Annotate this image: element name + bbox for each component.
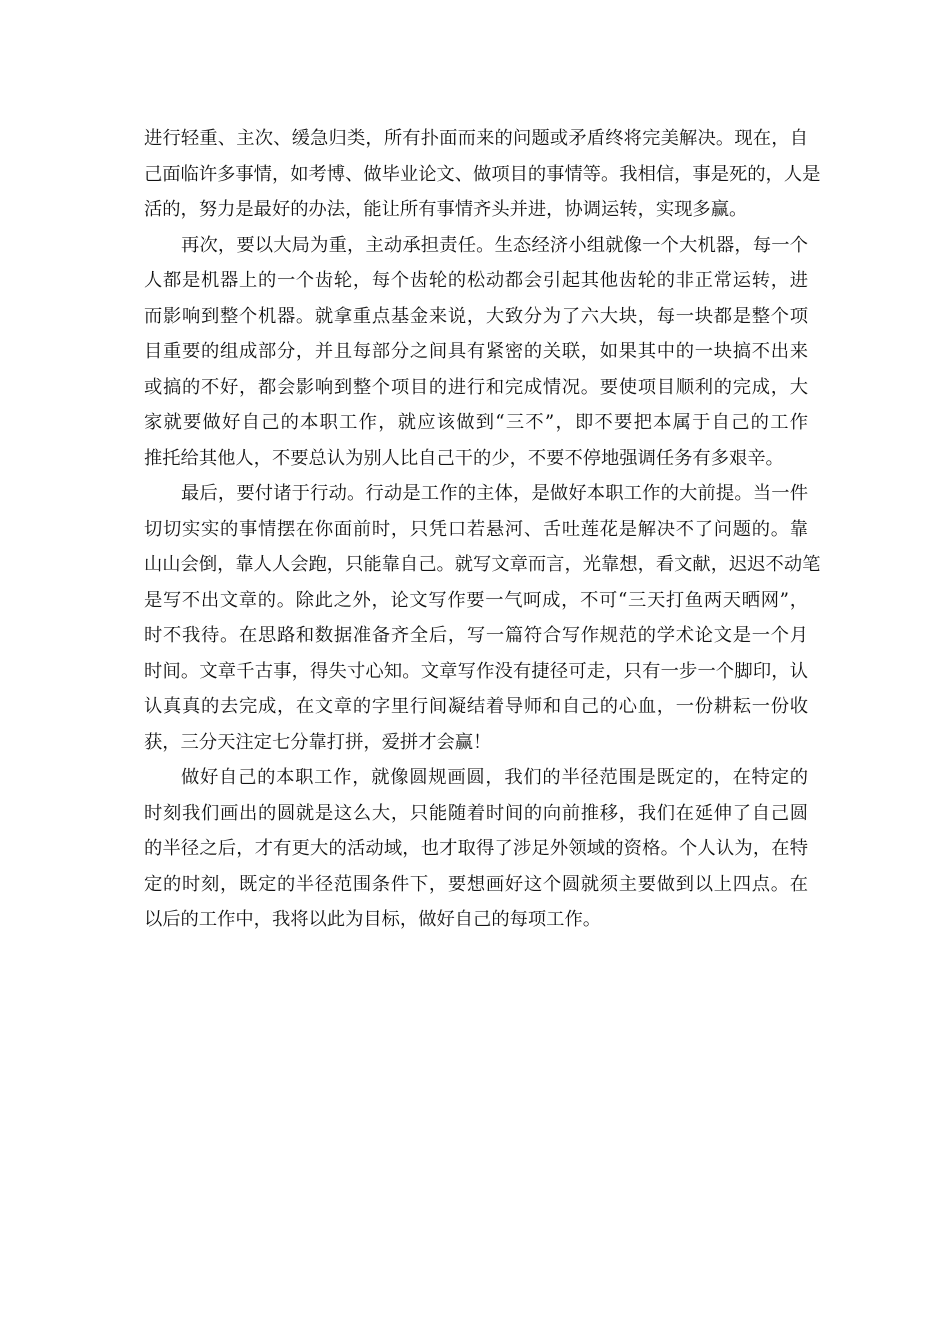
text-line: 时刻我们画出的圆就是这么大，只能随着时间的向前推移，我们在延伸了自己圆 bbox=[144, 802, 808, 824]
text-line: 山山会倒，靠人人会跑，只能靠自己。就写文章而言，光靠想，看文献，迟迟不动笔 bbox=[144, 554, 821, 575]
paragraph-first-line: 再次，要以大局为重，主动承担责任。生态经济小组就像一个大机器，每一个 bbox=[181, 234, 808, 256]
text-line: 进行轻重、主次、缓急归类，所有扑面而来的问题或矛盾终将完美解决。现在，自 bbox=[144, 128, 808, 149]
text-line: 己面临许多事情，如考博、做毕业论文、做项目的事情等。我相信，事是死的，人是 bbox=[144, 163, 821, 185]
text-line: 推托给其他人，不要总认为别人比自己干的少，不要不停地强调任务有多艰辛。 bbox=[144, 447, 784, 469]
text-line: 而影响到整个机器。就拿重点基金来说，大致分为了六大块，每一块都是整个项 bbox=[144, 305, 808, 327]
text-line: 认真真的去完成，在文章的字里行间凝结着导师和自己的心血，一份耕耘一份收 bbox=[144, 696, 808, 717]
text-line: 的半径之后，才有更大的活动域，也才取得了涉足外领域的资格。个人认为，在特 bbox=[144, 838, 808, 859]
text-line: 获，三分天注定七分靠打拼，爱拼才会赢！ bbox=[144, 731, 492, 753]
text-line: 是写不出文章的。除此之外，论文写作要一气呵成，不可“三天打鱼两天晒网”， bbox=[144, 589, 808, 611]
text-line: 目重要的组成部分，并且每部分之间具有紧密的关联，如果其中的一块搞不出来 bbox=[144, 341, 808, 362]
text-line: 活的，努力是最好的办法，能让所有事情齐头并进，协调运转，实现多赢。 bbox=[144, 199, 748, 220]
paragraph-first-line: 最后，要付诸于行动。行动是工作的主体，是做好本职工作的大前提。当一件 bbox=[181, 483, 808, 504]
text-line: 以后的工作中，我将以此为目标，做好自己的每项工作。 bbox=[144, 909, 602, 930]
text-line: 时间。文章千古事，得失寸心知。文章写作没有捷径可走，只有一步一个脚印，认 bbox=[144, 660, 808, 682]
paragraph-first-line: 做好自己的本职工作，就像圆规画圆，我们的半径范围是既定的，在特定的 bbox=[181, 767, 808, 788]
text-line: 切切实实的事情摆在你面前时，只凭口若悬河、舌吐莲花是解决不了问题的。靠 bbox=[144, 518, 808, 540]
text-line: 或搞的不好，都会影响到整个项目的进行和完成情况。要使项目顺利的完成，大 bbox=[144, 376, 808, 398]
text-line: 时不我待。在思路和数据准备齐全后，写一篇符合写作规范的学术论文是一个月 bbox=[144, 625, 808, 646]
text-line: 定的时刻，既定的半径范围条件下，要想画好这个圆就须主要做到以上四点。在 bbox=[144, 873, 808, 895]
document-body bbox=[144, 121, 821, 938]
text-line: 人都是机器上的一个齿轮，每个齿轮的松动都会引起其他齿轮的非正常运转，进 bbox=[144, 270, 808, 291]
text-line: 家就要做好自己的本职工作，就应该做到“三不”，即不要把本属于自己的工作 bbox=[144, 412, 808, 433]
